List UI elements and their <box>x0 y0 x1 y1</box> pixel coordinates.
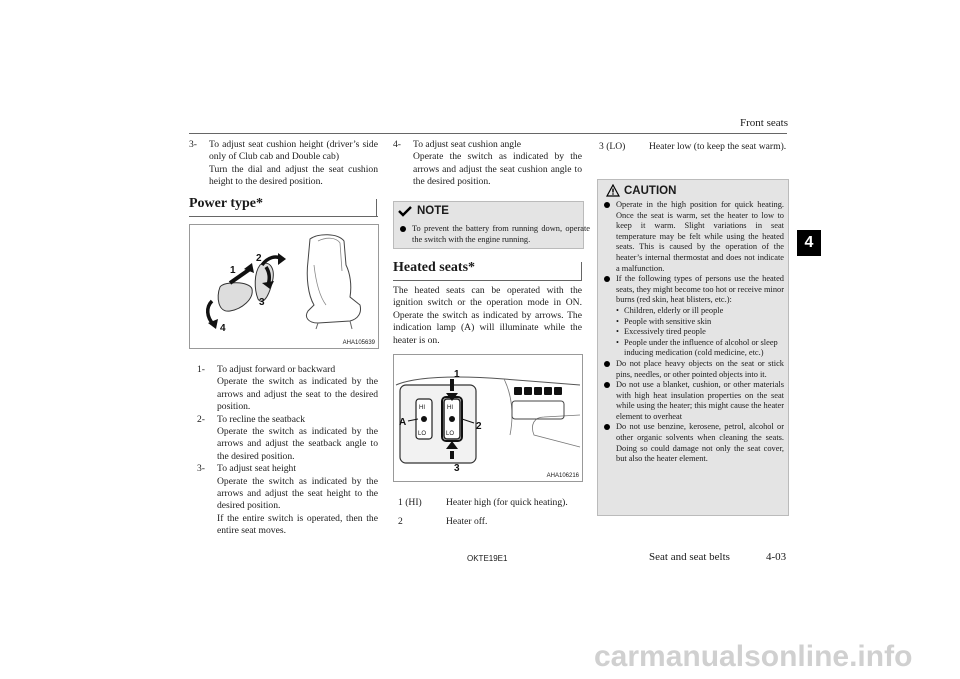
power-seat-illustration <box>190 225 378 348</box>
fig-label-2: 2 <box>476 421 482 432</box>
heated-paragraph: The heated seats can be operated with the ignition switch or the operation mode in ON. Operate the switch as indicated by arrows. The indication lamp (A) will illuminate while the heater is on. <box>393 285 582 346</box>
heated-seats-heading: Heated seats* <box>393 260 476 275</box>
def-key-3: 3 (LO) <box>599 141 626 152</box>
power-seat-figure <box>189 224 379 349</box>
caution-sub-2: • People with sensitive skin <box>616 316 712 326</box>
intro-item: 3- To adjust seat cushion height (driver’s side only of Club cab and Double cab) Turn the dial and adjust the seat cushion height to the desired position. <box>189 139 378 188</box>
power-heading-rule <box>189 216 378 217</box>
middle-item <box>393 139 582 189</box>
footer-section: Seat and seat belts <box>649 551 730 563</box>
def-value-3: Heater low (to keep the seat warm). <box>649 141 787 152</box>
running-header: Front seats <box>740 117 788 129</box>
fig-label-4: 4 <box>220 323 226 334</box>
power-item-2: 2- To recline the seatback Operate the switch as indicated by the arrows and adjust the seatback angle to the desired position. <box>197 413 378 462</box>
note-title: NOTE <box>417 205 449 217</box>
caution-sub-1: • Children, elderly or ill people <box>616 305 724 315</box>
note-box <box>393 201 590 249</box>
fig-label-1: 1 <box>454 369 460 380</box>
fig-label-3: 3 <box>454 463 460 474</box>
caution-bullet-1: Operate in the high position for quick heating. Once the seat is warm, set the heater to low to keep it warm. Slight variations in seat temperature may be felt while using the heated seats. This is caused by the operation of the heater’s internal thermostat and does not indicate a malfunction. <box>604 200 784 274</box>
intro-line-2: Turn the dial and adjust the seat cushion height to the desired position. <box>209 163 378 188</box>
cushion-angle-item: 4- To adjust seat cushion angle Operate the switch as indicated by the arrows and adjust the seat cushion angle to the desired position. <box>393 139 582 188</box>
svg-text:LO: LO <box>446 431 455 437</box>
heated-switch-figure <box>393 354 583 482</box>
heated-switch-illustration <box>394 355 582 481</box>
left-intro <box>189 139 378 189</box>
caution-bullet-3: Do not place heavy objects on the seat or stick pins, needles, or other pointed objects into it. <box>604 359 784 380</box>
fig-label-2: 2 <box>256 253 262 264</box>
page-number: 4-03 <box>766 551 787 563</box>
header-rule <box>189 133 787 134</box>
caution-sub-4: • People under the influence of alcohol or sleep inducing medication (cold medicine, etc.) <box>616 337 778 358</box>
figure-code: AHA106216 <box>546 473 579 479</box>
chapter-tab: 4 <box>797 230 821 256</box>
figure-code: AHA105639 <box>342 340 375 346</box>
fig-label-a: A <box>399 417 407 428</box>
fig-label-1: 1 <box>230 265 236 276</box>
def-value-1: Heater high (for quick heating). <box>446 497 568 508</box>
power-item-3: 3- To adjust seat height Operate the switch as indicated by the arrows and adjust the seat height to the desired position. If the entire switch is operated, then the entire seat moves. <box>197 463 378 537</box>
power-item-1: 1- To adjust forward or backward Operate the switch as indicated by the arrows and adjust the seat to the desired position. <box>197 364 378 413</box>
intro-line-1: To adjust seat cushion height (driver’s side only of Club cab and Double cab) <box>209 139 378 163</box>
watermark: carmanualsonline.info <box>594 640 913 673</box>
caution-bullet-2: If the following types of persons use the heated seats, they might become too hot or receive minor burns (red skin, heat blisters, etc.): <box>604 274 784 306</box>
warning-triangle-icon <box>606 184 620 197</box>
heated-heading-rule <box>393 280 582 281</box>
svg-text:HI: HI <box>419 405 425 411</box>
svg-text:LO: LO <box>418 431 427 437</box>
svg-text:HI: HI <box>447 405 453 411</box>
note-icon <box>397 205 413 217</box>
def-key-2: 2 <box>398 516 403 527</box>
caution-list <box>604 200 784 465</box>
power-type-heading: Power type* <box>189 196 263 211</box>
caution-bullet-5: Do not use benzine, kerosene, petrol, alcohol or other organic solvents when cleaning the seats. Doing so could damage not only the seat cover, but also the heater element. <box>604 422 784 464</box>
caution-bullet-4: Do not use a blanket, cushion, or other materials with high heat insulation properties on the seat while using the heater; this might cause the heater element to overheat <box>604 380 784 422</box>
caution-box <box>597 179 789 516</box>
caution-title: CAUTION <box>624 184 677 197</box>
footer-code: OKTE19E1 <box>467 554 508 563</box>
power-items <box>197 364 378 538</box>
def-value-2: Heater off. <box>446 516 488 527</box>
note-bullet: To prevent the battery from running down, operate the switch with the engine running. <box>400 224 590 245</box>
def-key-1: 1 (HI) <box>398 497 422 508</box>
caution-sub-3: • Excessively tired people <box>616 327 706 337</box>
fig-label-3: 3 <box>259 297 265 308</box>
